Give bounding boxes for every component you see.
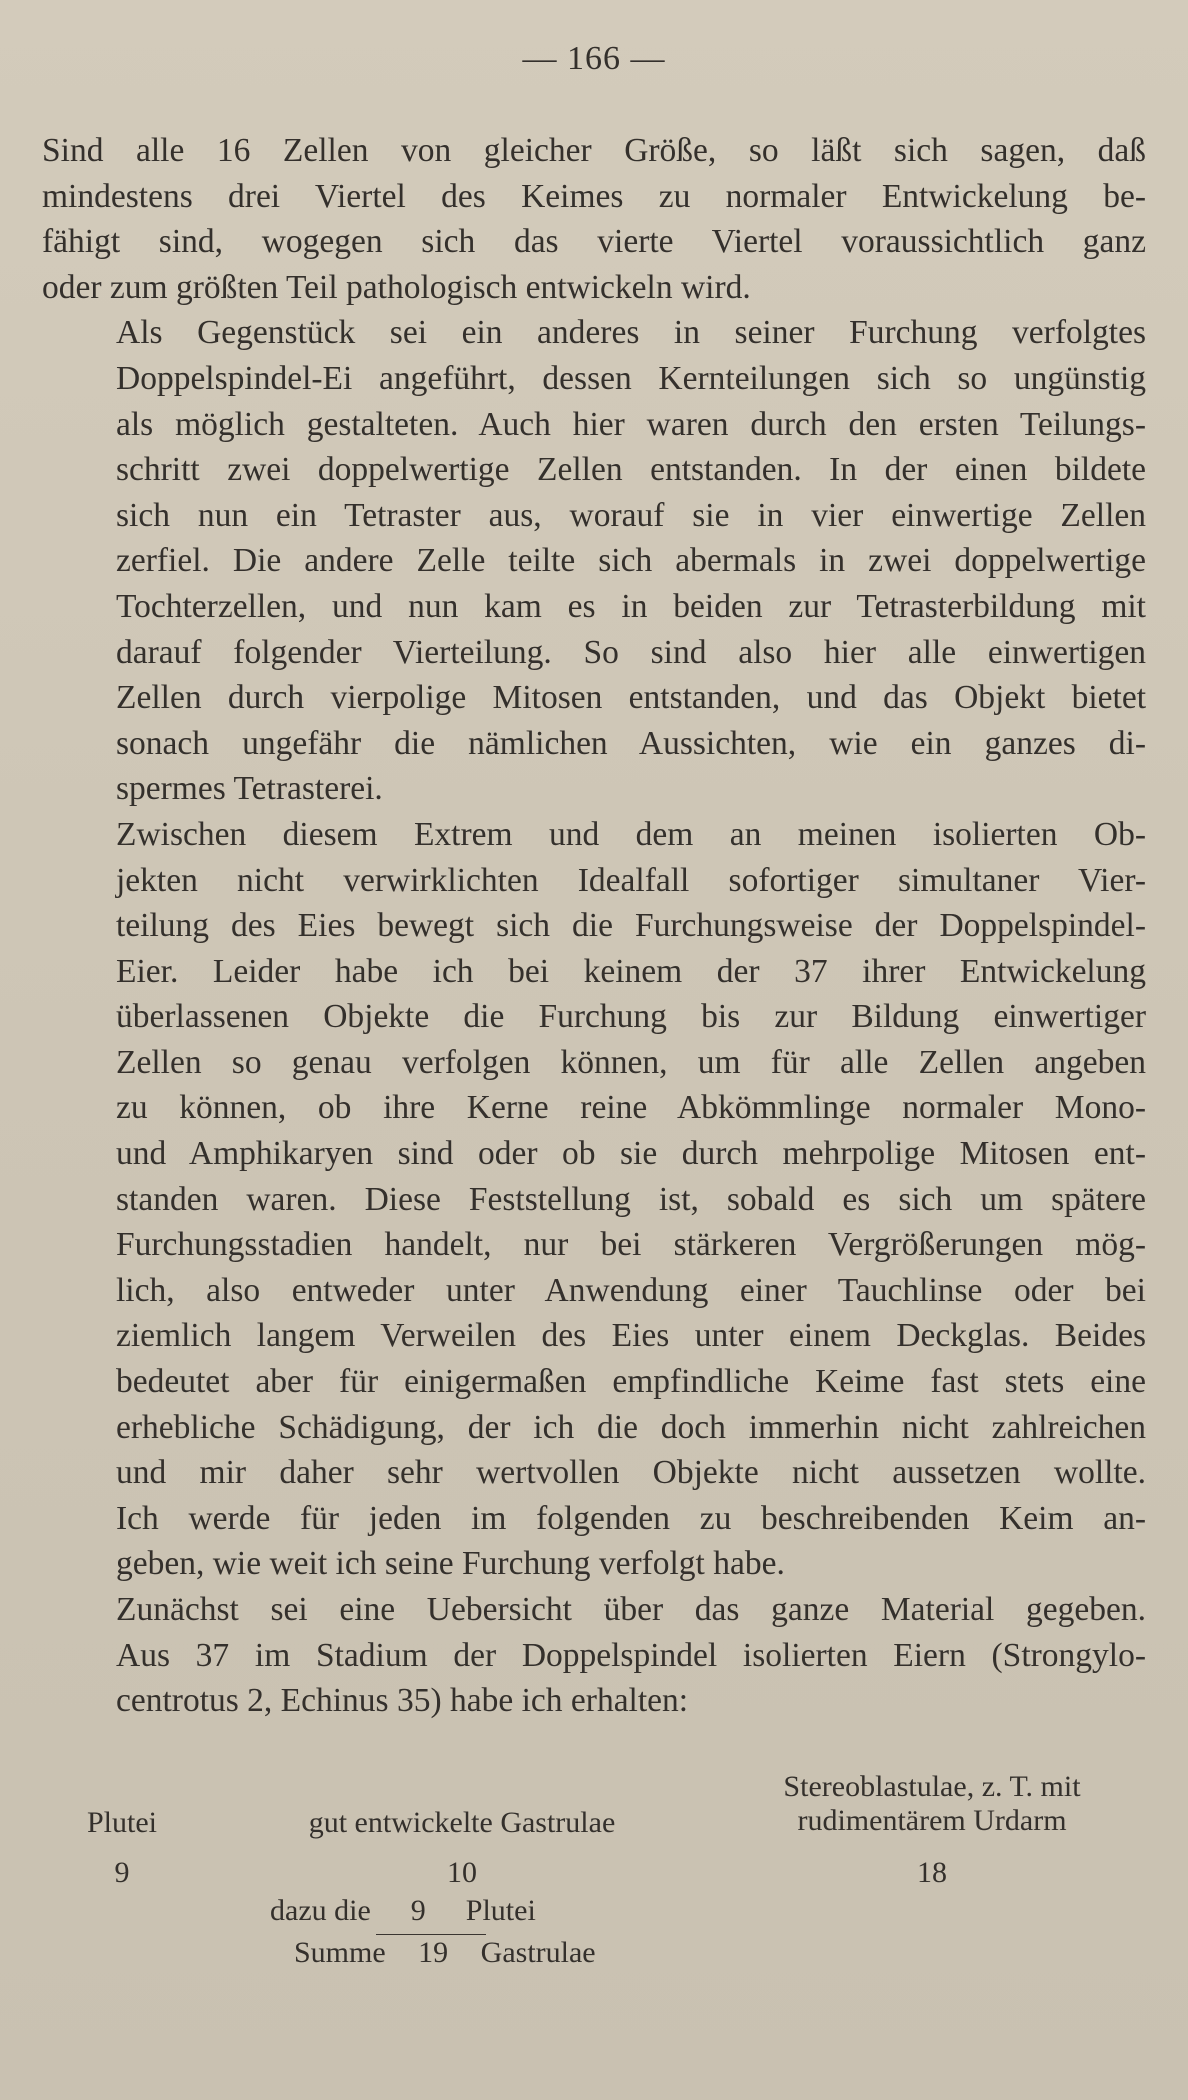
text-line: fähigt sind, wogegen sich das vierte Viertel voraussichtlich ganz (42, 223, 1146, 261)
paragraph (42, 1587, 1146, 1724)
page-number: — 166 — (522, 40, 666, 77)
text-line: Eier. Leider habe ich bei keinem der 37 ihrer Entwickelung (116, 952, 1146, 990)
text-line: schritt zwei doppelwertige Zellen entstanden. In der einen bildete (116, 451, 1146, 489)
addition-value: 9 (410, 1894, 426, 1927)
table-value-plutei: 9 (114, 1856, 130, 1889)
table-header-stereoblastulae (682, 1770, 1182, 1838)
table-value-gastrulae: 10 (447, 1856, 477, 1889)
text-line: erhebliche Schädigung, der ich die doch immerhin nicht zahlreichen (116, 1408, 1146, 1446)
text-line: spermes Tetrasterei. (116, 770, 383, 808)
text-line: standen waren. Diese Feststellung ist, sobald es sich um spätere (116, 1180, 1146, 1218)
sum-rule-line (376, 1934, 486, 1935)
text-line: geben, wie weit ich seine Furchung verfolgt habe. (116, 1545, 785, 1583)
text-line: centrotus 2, Echinus 35) habe ich erhalten: (116, 1682, 689, 1720)
text-line: bedeutet aber für einigermaßen empfindliche Keime fast stets eine (116, 1363, 1146, 1401)
table-header-plutei: Plutei (86, 1806, 157, 1839)
text-line: sonach ungefähr die nämlichen Aussichten, wie ein ganzes di- (116, 724, 1146, 762)
table-sum-row (294, 1936, 596, 1970)
text-line: Tochterzellen, und nun kam es in beiden zur Tetrasterbildung mit (116, 587, 1146, 625)
text-line: Als Gegenstück sei ein anderes in seiner Furchung verfolgtes (116, 314, 1146, 352)
text-line: als möglich gestalteten. Auch hier waren durch den ersten Teilungs- (116, 405, 1146, 443)
sum-value: 19 (418, 1936, 449, 1969)
text-line: Zunächst sei eine Uebersicht über das ganze Material gegeben. (116, 1591, 1146, 1628)
paragraph (42, 128, 1146, 310)
text-line: Furchungsstadien handelt, nur bei stärkeren Vergrößerungen mög- (116, 1226, 1146, 1264)
sum-suffix: Gastrulae (480, 1936, 596, 1969)
text-line: und Amphikaryen sind oder ob sie durch mehrpolige Mitosen ent- (116, 1135, 1146, 1173)
table-value-stereoblastulae: 18 (917, 1856, 947, 1889)
body-text (42, 128, 1146, 1724)
text-line: Zellen so genau verfolgen können, um für alle Zellen angeben (116, 1043, 1146, 1081)
table-header-gastrulae: gut entwickelte Gastrulae (308, 1806, 616, 1839)
text-line: Zwischen diesem Extrem und dem an meinen isolierten Ob- (116, 815, 1146, 853)
text-line: zerfiel. Die andere Zelle teilte sich abermals in zwei doppelwertige (116, 542, 1146, 580)
text-line: teilung des Eies bewegt sich die Furchungsweise der Doppelspindel- (116, 907, 1146, 945)
text-line: Aus 37 im Stadium der Doppelspindel isolierten Eiern (Strongylo- (116, 1636, 1146, 1674)
text-line: lich, also entweder unter Anwendung einer Tauchlinse oder bei (116, 1271, 1146, 1309)
text-line: ziemlich langem Verweilen des Eies unter einem Deckglas. Beides (116, 1317, 1146, 1355)
text-line: darauf folgender Vierteilung. So sind also hier alle einwertigen (116, 633, 1146, 671)
table-header-stereoblastulae-line1: Stereoblastulae, z. T. mit (783, 1770, 1081, 1803)
table-addition-row (270, 1894, 536, 1928)
paragraph (42, 812, 1146, 1587)
text-line: und mir daher sehr wertvollen Objekte nicht aussetzen wollte. (116, 1454, 1146, 1492)
text-line: oder zum größten Teil pathologisch entwickeln wird. (42, 268, 751, 306)
text-line: Doppelspindel-Ei angeführt, dessen Kernteilungen sich so ungünstig (116, 359, 1146, 397)
text-line: Ich werde für jeden im folgenden zu beschreibenden Keim an- (116, 1499, 1146, 1537)
text-line: Zellen durch vierpolige Mitosen entstanden, und das Objekt bietet (116, 679, 1146, 717)
text-line: sich nun ein Tetraster aus, worauf sie in vier einwertige Zellen (116, 496, 1146, 534)
text-line: Sind alle 16 Zellen von gleicher Größe, so läßt sich sagen, daß (42, 132, 1146, 169)
addition-prefix: dazu die (270, 1894, 371, 1927)
text-line: mindestens drei Viertel des Keimes zu normaler Entwickelung be- (42, 177, 1146, 215)
table-header-stereoblastulae-line2: rudimentärem Urdarm (797, 1804, 1067, 1837)
paragraph (42, 310, 1146, 812)
text-line: jekten nicht verwirklichten Idealfall sofortiger simultaner Vier- (116, 861, 1146, 899)
text-line: zu können, ob ihre Kerne reine Abkömmlinge normaler Mono- (116, 1089, 1146, 1127)
addition-suffix: Plutei (465, 1894, 536, 1927)
text-line: überlassenen Objekte die Furchung bis zur Bildung einwertiger (116, 998, 1146, 1036)
sum-prefix: Summe (294, 1936, 386, 1969)
